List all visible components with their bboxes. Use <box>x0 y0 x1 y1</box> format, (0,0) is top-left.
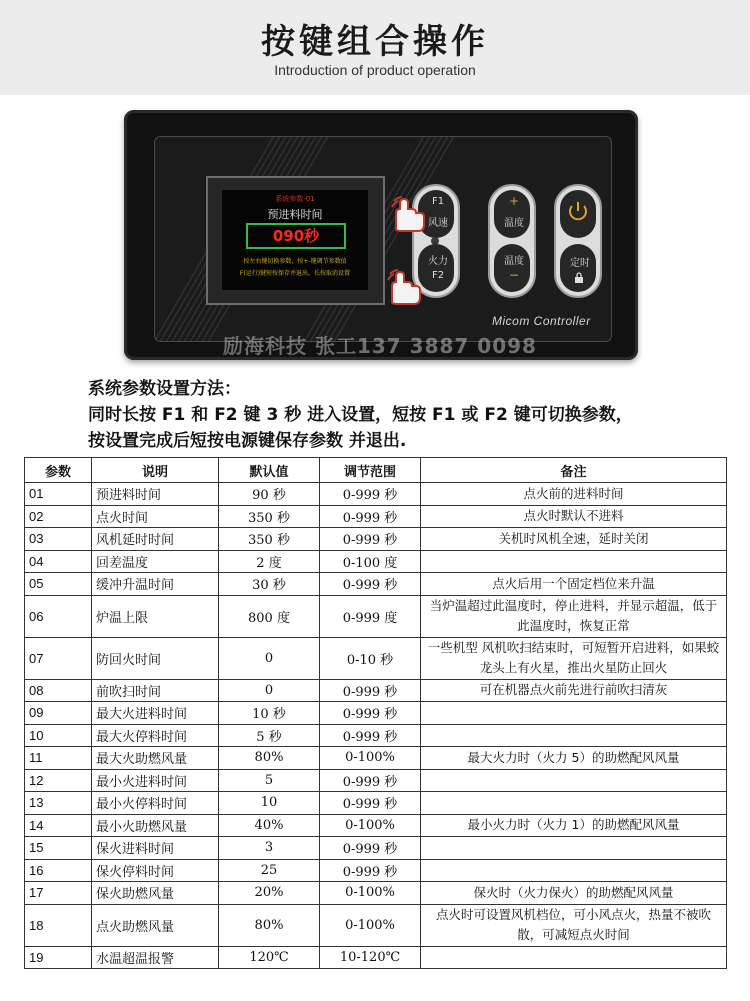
power-button[interactable] <box>560 190 596 238</box>
brand-label: Micom Controller <box>492 314 591 328</box>
table-header-row <box>25 458 727 483</box>
f2-label: F2 <box>431 270 445 281</box>
controller-device-photo <box>124 110 638 360</box>
table-row <box>25 747 727 770</box>
param-range-cell: 0-999 秒 <box>320 792 421 815</box>
table-row <box>25 724 727 747</box>
header-banner <box>0 0 750 95</box>
param-range-cell: 0-100% <box>320 814 421 837</box>
param-note-cell: 点火后用一个固定档位来升温 <box>421 573 727 596</box>
table-row <box>25 637 727 679</box>
param-range-cell: 0-100 度 <box>320 550 421 573</box>
param-code-cell: 16 <box>25 859 92 882</box>
screen-parameter-label: 预进料时间 <box>267 208 323 221</box>
param-range-cell: 0-999 秒 <box>320 528 421 551</box>
param-note-cell <box>421 859 727 882</box>
screen-hint-line2: F(运行)键短按保存并退出，长按取消设置 <box>239 270 351 277</box>
temperature-down-label: 温度 <box>504 256 524 267</box>
power-timer-button-column <box>554 184 602 298</box>
plus-icon: + <box>508 194 520 208</box>
param-code-cell: 01 <box>25 483 92 506</box>
parameter-table <box>24 457 727 969</box>
table-row <box>25 702 727 725</box>
param-note-cell: 一些机型 风机吹扫结束时，可短暂开启进料，如果蛟龙头上有火星，推出火星防止回火 <box>421 637 727 679</box>
f1-label: F1 <box>431 196 445 207</box>
param-desc-cell: 点火时间 <box>92 505 219 528</box>
param-default-cell: 80% <box>219 904 320 946</box>
param-default-cell: 3 <box>219 837 320 860</box>
table-row <box>25 859 727 882</box>
temperature-up-button[interactable] <box>494 190 530 238</box>
lcd-screen-frame <box>206 176 385 305</box>
param-code-cell: 17 <box>25 882 92 905</box>
param-default-cell: 0 <box>219 679 320 702</box>
param-desc-cell: 最大火进料时间 <box>92 702 219 725</box>
control-panel <box>154 136 612 342</box>
param-range-cell: 0-10 秒 <box>320 637 421 679</box>
param-desc-cell: 水温超温报警 <box>92 946 219 969</box>
screen-parameter-value: 090秒 <box>246 223 346 249</box>
param-default-cell: 40% <box>219 814 320 837</box>
table-row <box>25 769 727 792</box>
table-row <box>25 528 727 551</box>
param-code-cell: 02 <box>25 505 92 528</box>
instructions-heading: 系统参数设置方法： <box>88 379 241 399</box>
header-range: 调节范围 <box>320 458 421 483</box>
temperature-down-button[interactable] <box>494 244 530 292</box>
page-title: 按键组合操作 <box>261 22 489 62</box>
timer-lock-button[interactable] <box>560 244 596 292</box>
instructions-line2: 按设置完成后短按电源键保存参数 并退出. <box>88 431 407 451</box>
param-desc-cell: 最小火停料时间 <box>92 792 219 815</box>
header-note: 备注 <box>421 458 727 483</box>
temperature-up-label: 温度 <box>504 218 524 229</box>
param-code-cell: 18 <box>25 904 92 946</box>
screen-hint-line1: 按左右键切换参数，按+-键调节参数值 <box>243 258 347 265</box>
param-range-cell: 0-999 秒 <box>320 724 421 747</box>
param-range-cell: 0-999 秒 <box>320 859 421 882</box>
param-desc-cell: 防回火时间 <box>92 637 219 679</box>
param-default-cell: 800 度 <box>219 595 320 637</box>
table-row <box>25 837 727 860</box>
minus-icon: − <box>508 268 520 282</box>
param-range-cell: 0-999 度 <box>320 595 421 637</box>
param-range-cell: 0-999 秒 <box>320 679 421 702</box>
param-desc-cell: 最小火助燃风量 <box>92 814 219 837</box>
param-range-cell: 0-100% <box>320 882 421 905</box>
param-default-cell: 120℃ <box>219 946 320 969</box>
table-row <box>25 483 727 506</box>
table-row <box>25 814 727 837</box>
param-desc-cell: 炉温上限 <box>92 595 219 637</box>
param-desc-cell: 风机延时时间 <box>92 528 219 551</box>
param-default-cell: 350 秒 <box>219 528 320 551</box>
param-range-cell: 0-100% <box>320 747 421 770</box>
param-note-cell: 点火前的进料时间 <box>421 483 727 506</box>
table-row <box>25 550 727 573</box>
param-code-cell: 03 <box>25 528 92 551</box>
param-default-cell: 0 <box>219 637 320 679</box>
table-row <box>25 505 727 528</box>
param-default-cell: 80% <box>219 747 320 770</box>
param-desc-cell: 点火助燃风量 <box>92 904 219 946</box>
param-range-cell: 10-120℃ <box>320 946 421 969</box>
param-range-cell: 0-999 秒 <box>320 702 421 725</box>
param-code-cell: 06 <box>25 595 92 637</box>
param-default-cell: 20% <box>219 882 320 905</box>
fan-speed-label: 风速 <box>428 218 448 229</box>
param-default-cell: 10 秒 <box>219 702 320 725</box>
power-icon <box>560 190 596 238</box>
header-param: 参数 <box>25 458 92 483</box>
param-code-cell: 11 <box>25 747 92 770</box>
instructions-line1: 同时长按 F1 和 F2 键 3 秒 进入设置，短按 F1 或 F2 键可切换参数， <box>88 405 633 425</box>
param-code-cell: 07 <box>25 637 92 679</box>
param-desc-cell: 保火进料时间 <box>92 837 219 860</box>
param-note-cell <box>421 792 727 815</box>
param-desc-cell: 缓冲升温时间 <box>92 573 219 596</box>
param-note-cell <box>421 702 727 725</box>
param-default-cell: 5 <box>219 769 320 792</box>
param-note-cell: 当炉温超过此温度时，停止进料，并显示超温，低于此温度时，恢复正常 <box>421 595 727 637</box>
param-range-cell: 0-999 秒 <box>320 573 421 596</box>
table-row <box>25 946 727 969</box>
page-subtitle: Introduction of product operation <box>274 62 476 78</box>
lcd-screen <box>222 190 368 290</box>
timer-label: 定时 <box>570 258 590 269</box>
param-code-cell: 09 <box>25 702 92 725</box>
temperature-button-column <box>488 184 536 298</box>
param-note-cell <box>421 769 727 792</box>
param-desc-cell: 最大火助燃风量 <box>92 747 219 770</box>
param-range-cell: 0-100% <box>320 904 421 946</box>
table-row <box>25 882 727 905</box>
table-row <box>25 573 727 596</box>
param-code-cell: 13 <box>25 792 92 815</box>
param-desc-cell: 最小火进料时间 <box>92 769 219 792</box>
header-default: 默认值 <box>219 458 320 483</box>
param-code-cell: 05 <box>25 573 92 596</box>
param-code-cell: 19 <box>25 946 92 969</box>
param-desc-cell: 预进料时间 <box>92 483 219 506</box>
param-range-cell: 0-999 秒 <box>320 837 421 860</box>
param-desc-cell: 前吹扫时间 <box>92 679 219 702</box>
param-note-cell: 关机时风机全速，延时关闭 <box>421 528 727 551</box>
param-note-cell: 最大火力时（火力 5）的助燃配风风量 <box>421 747 727 770</box>
watermark-text: 励海科技 张工137 3887 0098 <box>223 334 537 358</box>
param-desc-cell: 回差温度 <box>92 550 219 573</box>
param-code-cell: 08 <box>25 679 92 702</box>
table-row <box>25 792 727 815</box>
param-default-cell: 30 秒 <box>219 573 320 596</box>
instructions <box>88 376 633 454</box>
header-desc: 说明 <box>92 458 219 483</box>
table-row <box>25 595 727 637</box>
table-row <box>25 679 727 702</box>
param-note-cell: 可在机器点火前先进行前吹扫清灰 <box>421 679 727 702</box>
param-note-cell: 保火时（火力保火）的助燃配风风量 <box>421 882 727 905</box>
param-default-cell: 350 秒 <box>219 505 320 528</box>
param-default-cell: 5 秒 <box>219 724 320 747</box>
pointing-hand-icon <box>390 195 430 235</box>
pointing-hand-icon <box>386 268 426 308</box>
param-code-cell: 10 <box>25 724 92 747</box>
param-note-cell: 点火时可设置风机档位，可小风点火，热量不被吹散，可减短点火时间 <box>421 904 727 946</box>
param-default-cell: 90 秒 <box>219 483 320 506</box>
param-note-cell: 最小火力时（火力 1）的助燃配风风量 <box>421 814 727 837</box>
param-note-cell: 点火时默认不进料 <box>421 505 727 528</box>
fire-power-label: 火力 <box>428 256 448 267</box>
param-range-cell: 0-999 秒 <box>320 483 421 506</box>
param-note-cell <box>421 724 727 747</box>
param-code-cell: 15 <box>25 837 92 860</box>
param-default-cell: 10 <box>219 792 320 815</box>
param-note-cell <box>421 946 727 969</box>
param-desc-cell: 最大火停料时间 <box>92 724 219 747</box>
param-code-cell: 04 <box>25 550 92 573</box>
screen-parameter-index: 系统参数-01 <box>275 195 315 203</box>
param-note-cell <box>421 550 727 573</box>
param-range-cell: 0-999 秒 <box>320 769 421 792</box>
param-range-cell: 0-999 秒 <box>320 505 421 528</box>
table-row <box>25 904 727 946</box>
param-code-cell: 14 <box>25 814 92 837</box>
param-desc-cell: 保火停料时间 <box>92 859 219 882</box>
lock-icon <box>574 272 584 284</box>
param-desc-cell: 保火助燃风量 <box>92 882 219 905</box>
param-note-cell <box>421 837 727 860</box>
param-default-cell: 25 <box>219 859 320 882</box>
param-default-cell: 2 度 <box>219 550 320 573</box>
param-code-cell: 12 <box>25 769 92 792</box>
